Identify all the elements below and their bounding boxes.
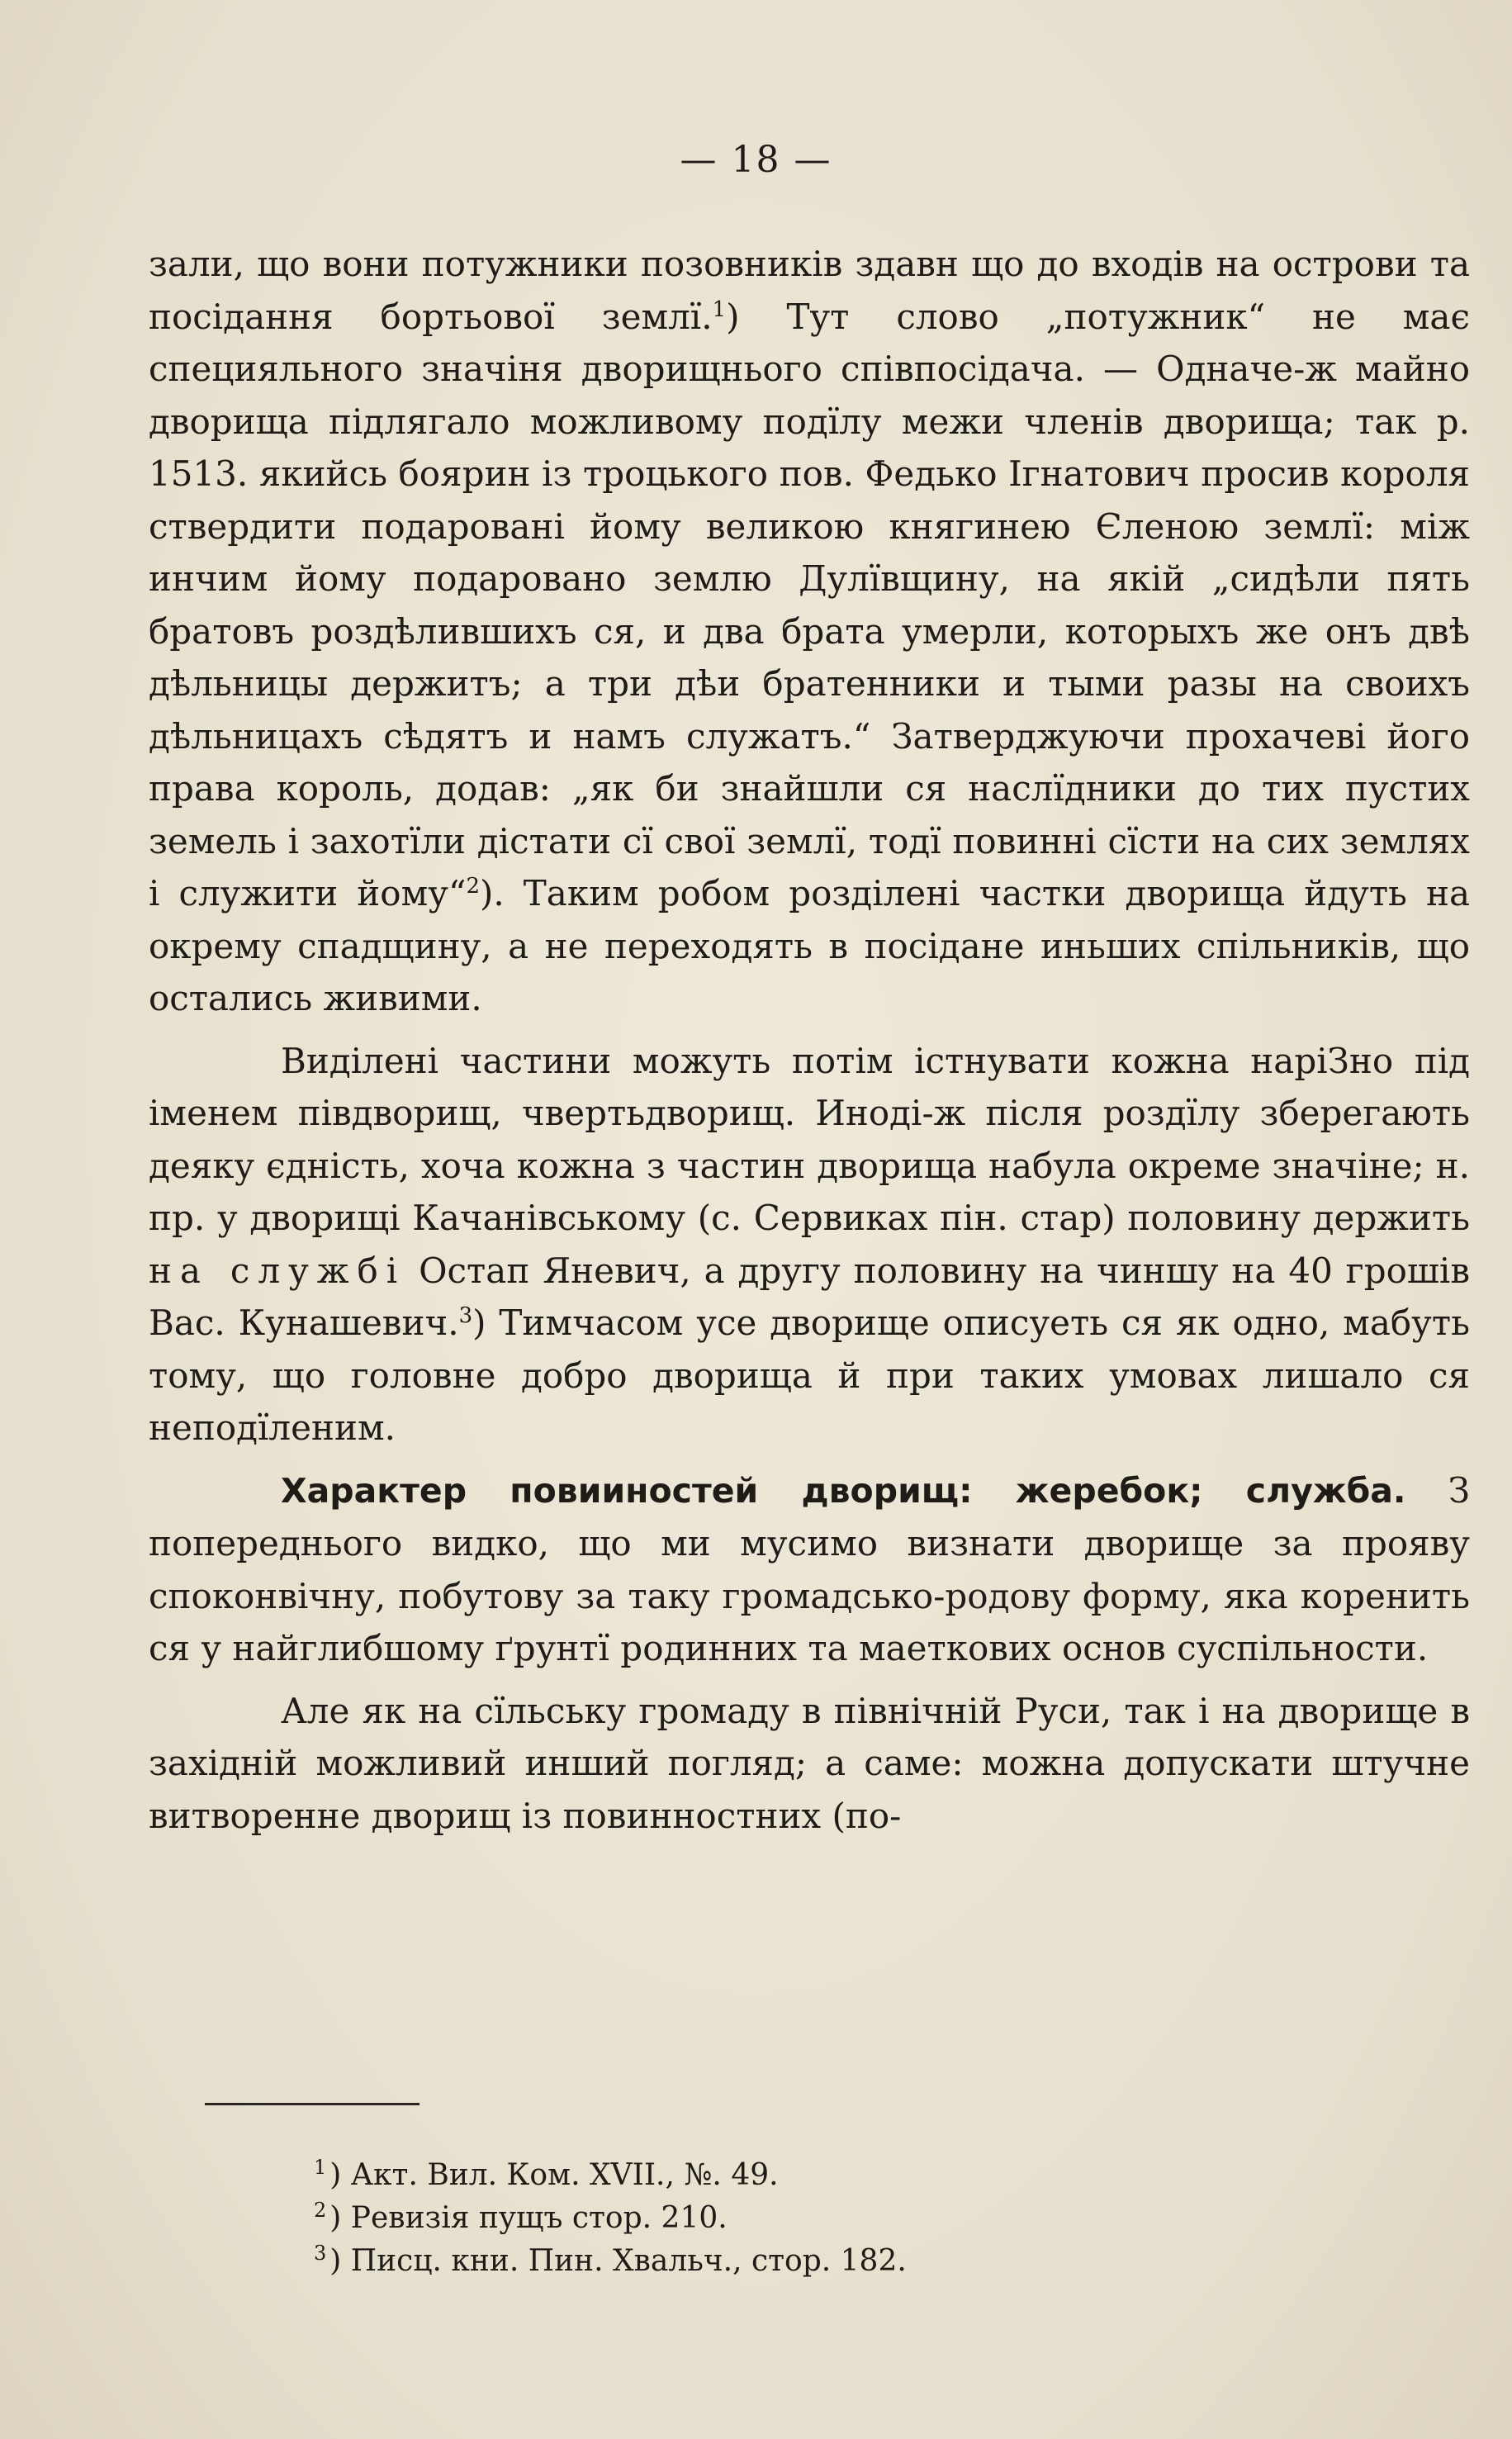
section-heading: Характер повииностей дворищ: жеребок; служба. [281,1470,1406,1511]
footnote-3 [314,2240,1387,2283]
paragraph-1-text-b: ) Тут слово „потужник“ не має специяльного значіня дворищнього співпосідача. — Одначе-ж майно дворища підлягало можливому подїлу межи членів дворища; так р. 1513. якийсь боярин із троцького пов. Федько Ігнатович просив короля ствердити подаровані йому великою княгинею Єленою землї: між инчим йому подаровано землю Дулївщину, на якій „сидѣли пять братовъ роздѣлившихъ ся, и два брата умерли, которыхъ же онъ двѣ дѣльницы держитъ; а три дѣи братенники и тыми разы на своихъ дѣльницахъ сѣдятъ и намъ служатъ.“ Затверджуючи прохачеві його права король, додав: „як би знайшли ся наслїдники до тих пустих земель і захотїли дістати сї свої землї, тодї повинні сїсти на сих землях і служити йому“ [149,296,1470,913]
footnote-1 [314,2154,1387,2197]
paragraph-2 [149,1035,1470,1454]
paragraph-2-spaced-text: на службі [149,1250,406,1291]
footnote-2-mark: 2 [314,2199,327,2222]
footnote-2-text: ) Ревизія пущъ стор. 210. [329,2201,728,2235]
paragraph-4-text: Але як на сїльську громаду в північній Руси, так і на дворище в західній можливий инший погляд; а саме: можна допускати штучне витворенне дворищ із повинностних (по- [149,1690,1470,1836]
paragraph-2-text-c: ) Тимчасом усе дворище описуеть ся як одно, мабуть тому, що головне добро дворища й при таких умовах лишало ся неподїленим. [149,1303,1470,1448]
paragraph-1-text-c: ). Таким робом розділені частки дворища йдуть на окрему спадщину, а не переходять в посідане иньших спільників, що остались живими. [149,873,1471,1018]
footnote-1-mark: 1 [314,2156,327,2179]
footnote-3-mark: 3 [314,2242,327,2265]
paragraph-1-text-a: зали, що вони потужники позовників здавн що до входів на острови та посідання бортьової землї. [149,244,1470,337]
footnotes [314,2154,1387,2283]
paragraph-3-text: З попереднього видко, що ми мусимо визнати дворище за прояву споконвічну, побутову за таку громадсько-родову форму, яка коренить ся у найглибшому ґрунтї родинних та маеткових основ суспільности. [149,1469,1470,1668]
paragraph-2-text-b: Остап Яневич, а другу половину на чиншу на 40 грошів Вас. Кунашевич. [149,1250,1470,1343]
paragraph-1 [149,238,1470,1025]
main-text [149,238,1470,1842]
page-number: — 18 — [680,139,832,181]
footnote-divider [205,2103,419,2105]
footnote-ref-3: 3 [458,1303,473,1328]
paragraph-2-text-a: Виділені частини можуть потім істнувати кожна наріЗно під іменем півдворищ, чвертьдворищ. Иноді-ж після роздїлу зберегають деяку єдність, хоча кожна з частин дворища набула окреме значіне; н. пр. у дворищі Качанівському (с. Сервиках пін. стар) половину держить [149,1040,1470,1238]
footnote-1-text: ) Акт. Вил. Ком. XVII., №. 49. [329,2158,779,2192]
paragraph-3 [149,1464,1470,1675]
footnote-2 [314,2197,1387,2240]
footnote-ref-2: 2 [466,874,480,899]
footnote-3-text: ) Писц. кни. Пин. Хвальч., стор. 182. [329,2244,907,2278]
paragraph-4 [149,1685,1470,1843]
footnote-ref-1: 1 [712,297,727,322]
